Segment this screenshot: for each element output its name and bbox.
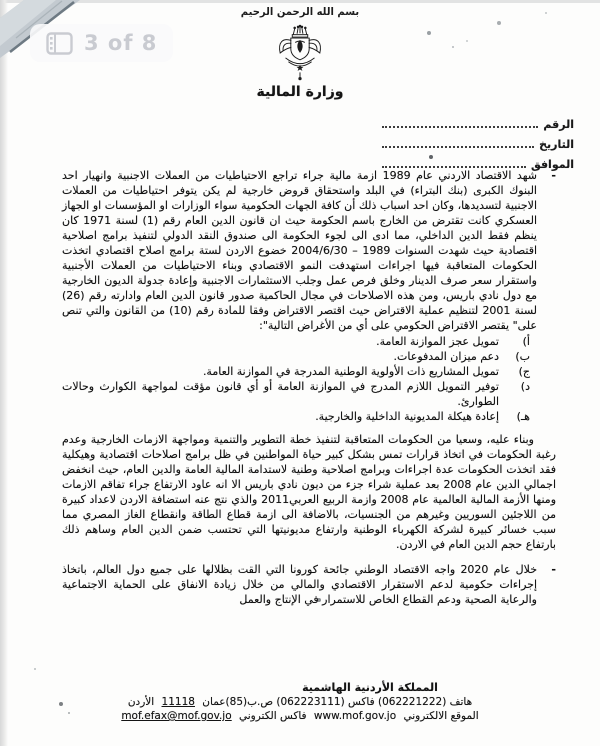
letter-body: [62, 168, 556, 607]
field-number-dotted-line: [382, 125, 538, 128]
letterhead-footer: [0, 681, 600, 723]
efax-label: فاكس الكتروني: [239, 710, 307, 722]
list-item-marker: ب): [515, 350, 530, 363]
reference-fields: [374, 111, 574, 171]
list-item-marker: أ): [522, 335, 530, 348]
ministry-name-calligraphy: وزارة المالية: [256, 84, 344, 100]
list-item-marker: د): [520, 380, 530, 393]
efax-address: mof.efax@mof.gov.jo: [121, 710, 232, 722]
country-name: الأردن: [127, 696, 155, 708]
list-item: [62, 364, 530, 379]
dash-bullet: -: [551, 169, 556, 182]
field-date-label: التاريخ: [539, 138, 574, 151]
paragraph-1989-crisis-text: شهد الاقتصاد الاردني عام 1989 ازمة مالية جراء تراجع الاحتياطيات من العملات الاجنبية وانهيار احد البنوك الكبرى (بنك البتراء) في البلد واستحقاق قروض خارجية لم يكن يتوفر احتياطيات من العملات الاجنبية لتسديدها، وكان احد اسباب ذلك أن كافة الجهات الحكومية سواء الوزارات او المؤسسات او الجهاز العسكري كانت تقترض من الخارج باسم الحكومة حيث ان قانون الدين العام رقم (1) لسنة 1971 كان ينظم فقط الدين الداخلي، مما ادى الى لجوء الحكومة الى صندوق النقد الدولي لتنفيذ برامج اصلاحية اقتصادية حيث شهدت السنوات 1989 – 2004/6/30 خضوع الاردن لستة برامج اصلاح اقتصادي اتخذت الحكومات المتعاقبة فيها اجراءات استهدفت النمو الاقتصادي وبناء الاحتياطيات من العملات الأجنبية واستقرار سعر صرف الدينار وخلق فرص عمل وجلب الاستثمارات الاجنبية وإعادة جدولة الديون الخارجية مع دول نادي باريس، ومن هذه الاصلاحات في مجال الحاكمية صدور قانون الدين العام وادارته رقم (26) لسنة 2001 لتنظيم عملية الاقتراض حيث اقتصر الاقتراض وفقا للمادة رقم (10) من القانون والتي تنص على" يقتصر الاقتراض الحكومي على أي من الأغراض التالية":: [62, 169, 538, 332]
list-item-text: دعم ميزان المدفوعات.: [393, 350, 499, 363]
paragraph-1989-crisis: [62, 168, 556, 333]
jordan-coat-of-arms-icon: [271, 24, 329, 84]
list-item: [62, 379, 530, 409]
list-item: [62, 349, 530, 364]
website-efax-line: [0, 709, 600, 723]
postal-code: 11118: [161, 696, 195, 708]
scan-dirt-specks: [0, 0, 2, 2]
list-item-text: تمويل عجز الموازنة العامة.: [376, 335, 499, 348]
dash-bullet: -: [551, 563, 556, 576]
list-item-marker: ج): [518, 365, 530, 378]
scan-edge-left: [0, 0, 8, 746]
borrowing-purposes-list: [62, 334, 556, 424]
phone-fax-text: هاتف (062221222) فاكس (062223111) ص.ب(85)عمان: [202, 696, 473, 708]
kingdom-title: المملكة الأردنية الهاشمية: [302, 681, 438, 694]
list-item-marker: هـ): [516, 410, 530, 423]
paragraph-covid-2020: [62, 562, 556, 607]
list-item: [62, 334, 530, 349]
page-indicator: [30, 24, 173, 62]
list-item-text: إعادة هيكلة المديونية الداخلية والخارجية.: [315, 410, 499, 423]
field-number-label: الرقم: [543, 118, 574, 131]
paragraph-covid-2020-text: خلال عام 2020 واجه الاقتصاد الوطني جائحة كورونا التي القت بظلالها على جميع دول العالم، باتخاذ إجراءات حكومية لدعم الاستقرار الاقتصادي والمالي من خلال زيادة الانفاق على الحماية الاجتماعية والرعاية الصحية ودعم القطاع الخاص للاستمرار في الإنتاج والعمل: [62, 563, 537, 606]
paragraph-reforms: وبناء عليه، وسعيا من الحكومات المتعاقبة لتنفيذ خطة التطوير والتنمية ومواجهة الازمات الخارجية وعدم رغبة الحكومات في اتخاذ قرارات تمس بشكل كبير حياة المواطنين في ظل برامج اصلاحات اقتصادية وهيكلية فقد اتخذت الحكومات عدة اجراءات وبرامج اصلاحية وطنية لاستدامة المالية العامة والدين العام، حيث انخفض اجمالي الدين عام 2008 بعد عملية شراء جزء من ديون نادي باريس الا انه عاود الارتفاع جراء تفاقم الازمات ومنها الأزمة المالية العالمية عام 2008 وازمة الربيع العربي2011 والذي نتج عنه استضافة الاردن لاعداد كبيرة من اللاجئين السوريين وغيرهم من الجنسيات، بالاضافة الى ازمة قطاع الطاقة وانقطاع الغاز المصري مما سبب خسائر كبيرة لشركة الكهرباء الوطنية وارتفاع مديونيتها التي تحتسب ضمن الدين العام وساهم ذلك بارتفاع حجم الدين العام في الاردن.: [62, 433, 557, 551]
page-thumbnail-icon: [46, 32, 73, 55]
list-item-text: توفير التمويل اللازم المدرج في الموازنة العامة أو أي قانون مؤقت لمواجهة الكوارث وحالات الطوارئ.: [62, 380, 499, 408]
website-url: www.mof.gov.jo: [313, 710, 397, 722]
bismillah-calligraphy: بسم الله الرحمن الرحيم: [240, 6, 360, 19]
scan-edge-top: [0, 0, 600, 3]
page-indicator-label: 3 of 8: [84, 31, 158, 55]
field-number: [374, 111, 574, 131]
list-item-text: تمويل المشاريع ذات الأولوية الوطنية المدرجة في الموازنة العامة.: [202, 365, 499, 378]
list-item: [62, 409, 530, 424]
field-date: [374, 131, 574, 151]
phone-fax-line: [0, 695, 600, 709]
field-date-dotted-line: [382, 145, 534, 148]
field-corresponding-label: الموافق: [530, 158, 574, 171]
website-label: الموقع الالكتروني: [403, 710, 479, 722]
